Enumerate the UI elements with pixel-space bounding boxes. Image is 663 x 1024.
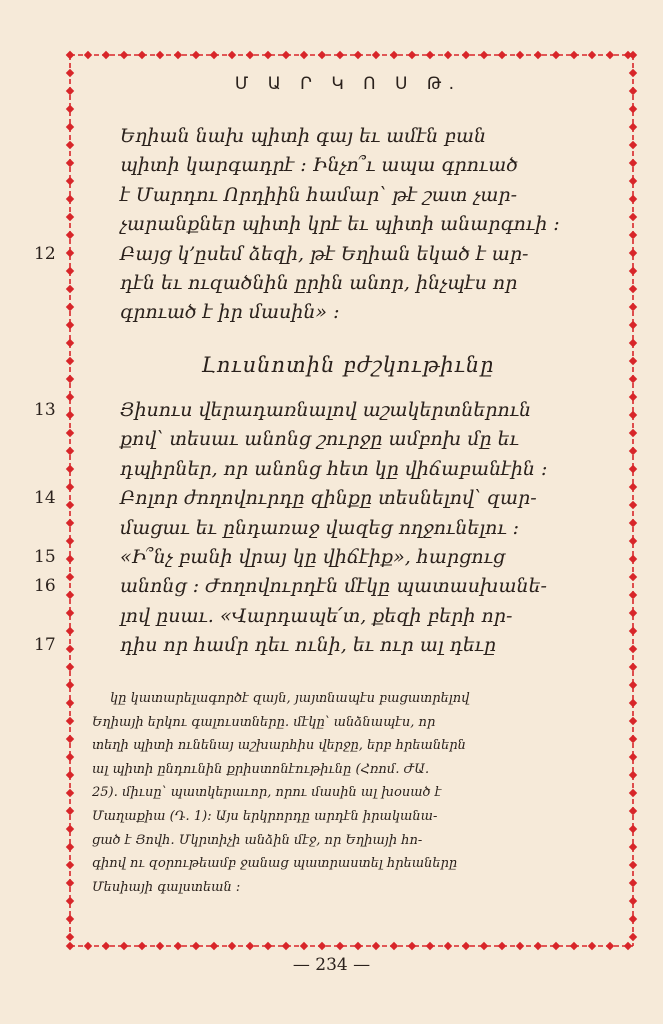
verse-number: 14 [34,488,56,509]
verse-number: 16 [34,576,56,597]
verse-line: 13 Յիսուս վերադառնալով աշակերտներուն [92,396,604,425]
verse-line: չարանքներ պիտի կրէ եւ պիտի անարգուի ։ [120,213,560,236]
footnote [92,687,604,899]
verse-block-2 [34,396,604,661]
verse-line: 14 Բոլոր ժողովուրդը զինքը տեսնելով՝ զար- [92,484,604,513]
verse-line: 17 դիս որ համր դեւ ունի, եւ ուր ալ դեւը [92,631,604,660]
footnote-line: տեղի պիտի ունենայ աշխարհիս վերջը, երբ հրեաներն [92,738,466,754]
footnote-line: Մեսիայի գալստեան ։ [92,879,241,895]
verse-block-1 [34,122,604,328]
footnote-line: կը կատարելագործէ զայն, յայտնապէս բացատրելով [110,691,470,706]
verse-line: 12 Բայց կ՚ըսեմ ձեզի, թէ Եղիան եկած է ար- [92,240,604,269]
verse-line: Եղիան նախ պիտի գայ եւ ամէն բան [120,125,487,147]
page-number: — 234 — [292,955,371,975]
footnote-line: ցած է Յովհ․ Մկրտիչի անձին մէջ, որ Եղիայի հո- [92,832,423,848]
verse-line: քով՝ տեսաւ անոնց շուրջը ամբոխ մը եւ [120,428,519,451]
verse-number: 15 [34,546,56,567]
verse-line: մացաւ եւ ընդառաջ վազեց ողջունելու ։ [120,516,520,539]
verse-number: 13 [34,400,56,420]
footnote-line: գիով ու զօրութեամբ ջանաց պատրաստել հրեաները [92,856,458,872]
footnote-line: 25)․ միւսը՝ պատկերաւոր, որու մասին ալ խօսած է [92,785,442,801]
verse-line: 15 «Ի՞նչ բանի վրայ կը վիճէիք», հարցուց [92,543,604,572]
footnote-line: ալ պիտի ընդունին քրիստոնէութիւնը (Հռոմ․ ԺԱ․ [92,761,430,777]
verse-number: 17 [34,635,56,656]
verse-line: 16 անոնց ։ Ժողովուրդէն մէկը պատասխանե- [92,572,604,601]
verse-line: պիտի կարգադրէ ։ Ինչո՞ւ ապա գրուած [120,154,518,177]
verse-number: 12 [34,243,56,264]
verse-line: լով ըսաւ․ «Վարդապե՛տ, քեզի բերի որ- [120,604,513,627]
verse-line: գրուած է իր մասին» ։ [120,301,340,324]
section-heading: Լուսնոտին բժշկութիւնը [201,353,495,377]
footnote-line: Մաղաքիա (Դ․ 1)։ Այս երկրորդը արդէն իրականա- [92,808,438,824]
verse-line: դէն եւ ուզածնին ըրին անոր, ինչպէս որ [120,271,518,294]
running-head: Մ Ա Ր Կ Ո Ս Թ․ [234,74,462,94]
footnote-line: Եղիայի երկու գալուստները․ մէկը՝ անձնապէս, որ [92,714,436,730]
verse-line: է Մարդու Որդիին համար՝ թէ շատ չար- [120,183,518,206]
page-content [34,60,604,940]
verse-line: դպիրներ, որ անոնց հետ կը վիճաբանէին ։ [120,457,548,480]
